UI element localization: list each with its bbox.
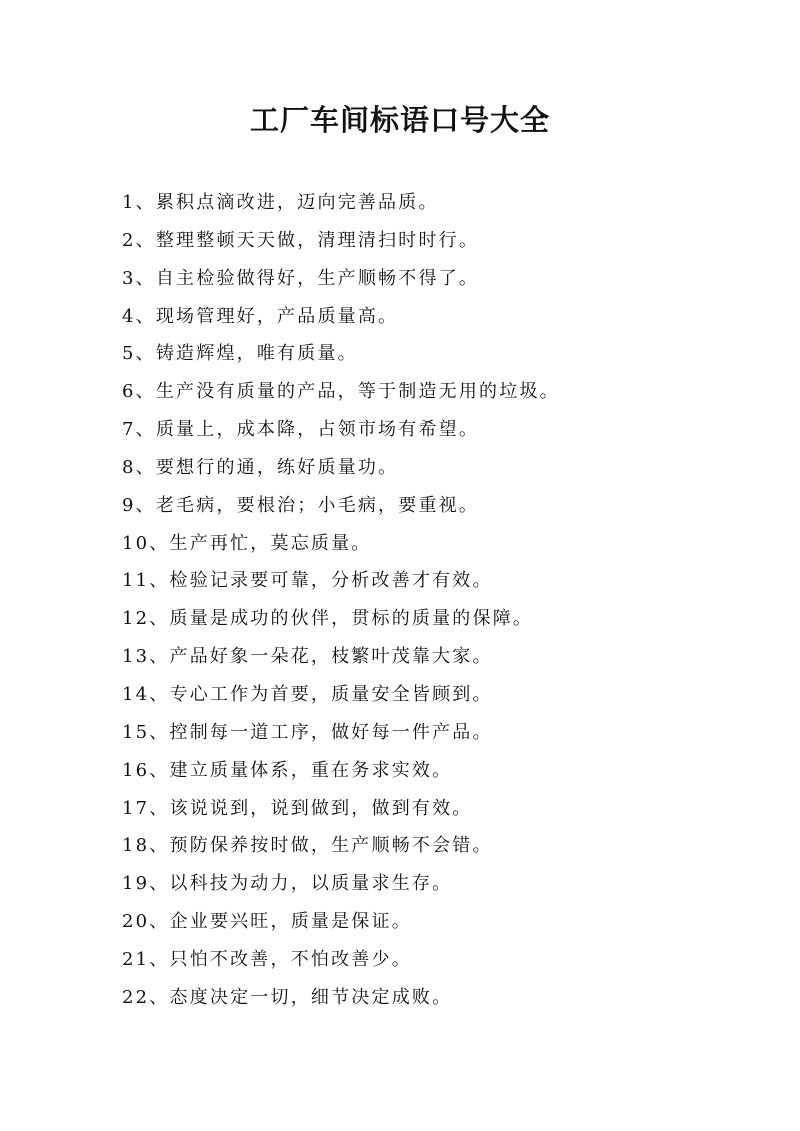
slogan-item-19: 19、以科技为动力，以质量求生存。 [122,873,453,895]
slogan-item-12: 12、质量是成功的伙伴，贯标的质量的保障。 [122,608,534,630]
slogan-item-21: 21、只怕不改善，不怕改善少。 [122,948,412,970]
slogan-item-4: 4、现场管理好，产品质量高。 [122,305,399,327]
slogan-item-18: 18、预防保养按时做，生产顺畅不会错。 [122,835,493,857]
slogan-item-9: 9、老毛病，要根治；小毛病，要重视。 [122,494,480,516]
slogan-item-5: 5、铸造辉煌，唯有质量。 [122,343,358,365]
slogan-item-10: 10、生产再忙，莫忘质量。 [122,532,372,554]
slogan-item-20: 20、企业要兴旺，质量是保证。 [122,911,412,933]
slogan-item-1: 1、累积点滴改进，迈向完善品质。 [122,192,439,213]
slogan-item-17: 17、该说说到，说到做到，做到有效。 [122,797,473,819]
slogan-item-15: 15、控制每一道工序，做好每一件产品。 [122,721,493,743]
slogan-item-2: 2、整理整顿天天做，清理清扫时时行。 [122,229,480,251]
slogan-item-6: 6、生产没有质量的产品，等于制造无用的垃圾。 [122,381,560,403]
slogan-item-16: 16、建立质量体系，重在务求实效。 [122,759,453,781]
slogan-item-14: 14、专心工作为首要，质量安全皆顾到。 [122,683,493,705]
slogan-item-7: 7、质量上，成本降，占领市场有希望。 [122,419,480,441]
slogan-item-13: 13、产品好象一朵花，枝繁叶茂靠大家。 [122,646,493,668]
slogan-list [122,188,742,1021]
slogan-item-22: 22、态度决定一切，细节决定成败。 [122,986,453,1008]
slogan-item-3: 3、自主检验做得好，生产顺畅不得了。 [122,267,480,289]
slogan-item-11: 11、检验记录要可靠，分析改善才有效。 [122,570,493,592]
slogan-item-8: 8、要想行的通，练好质量功。 [122,456,399,478]
document-title: 工厂车间标语口号大全 [249,103,550,137]
